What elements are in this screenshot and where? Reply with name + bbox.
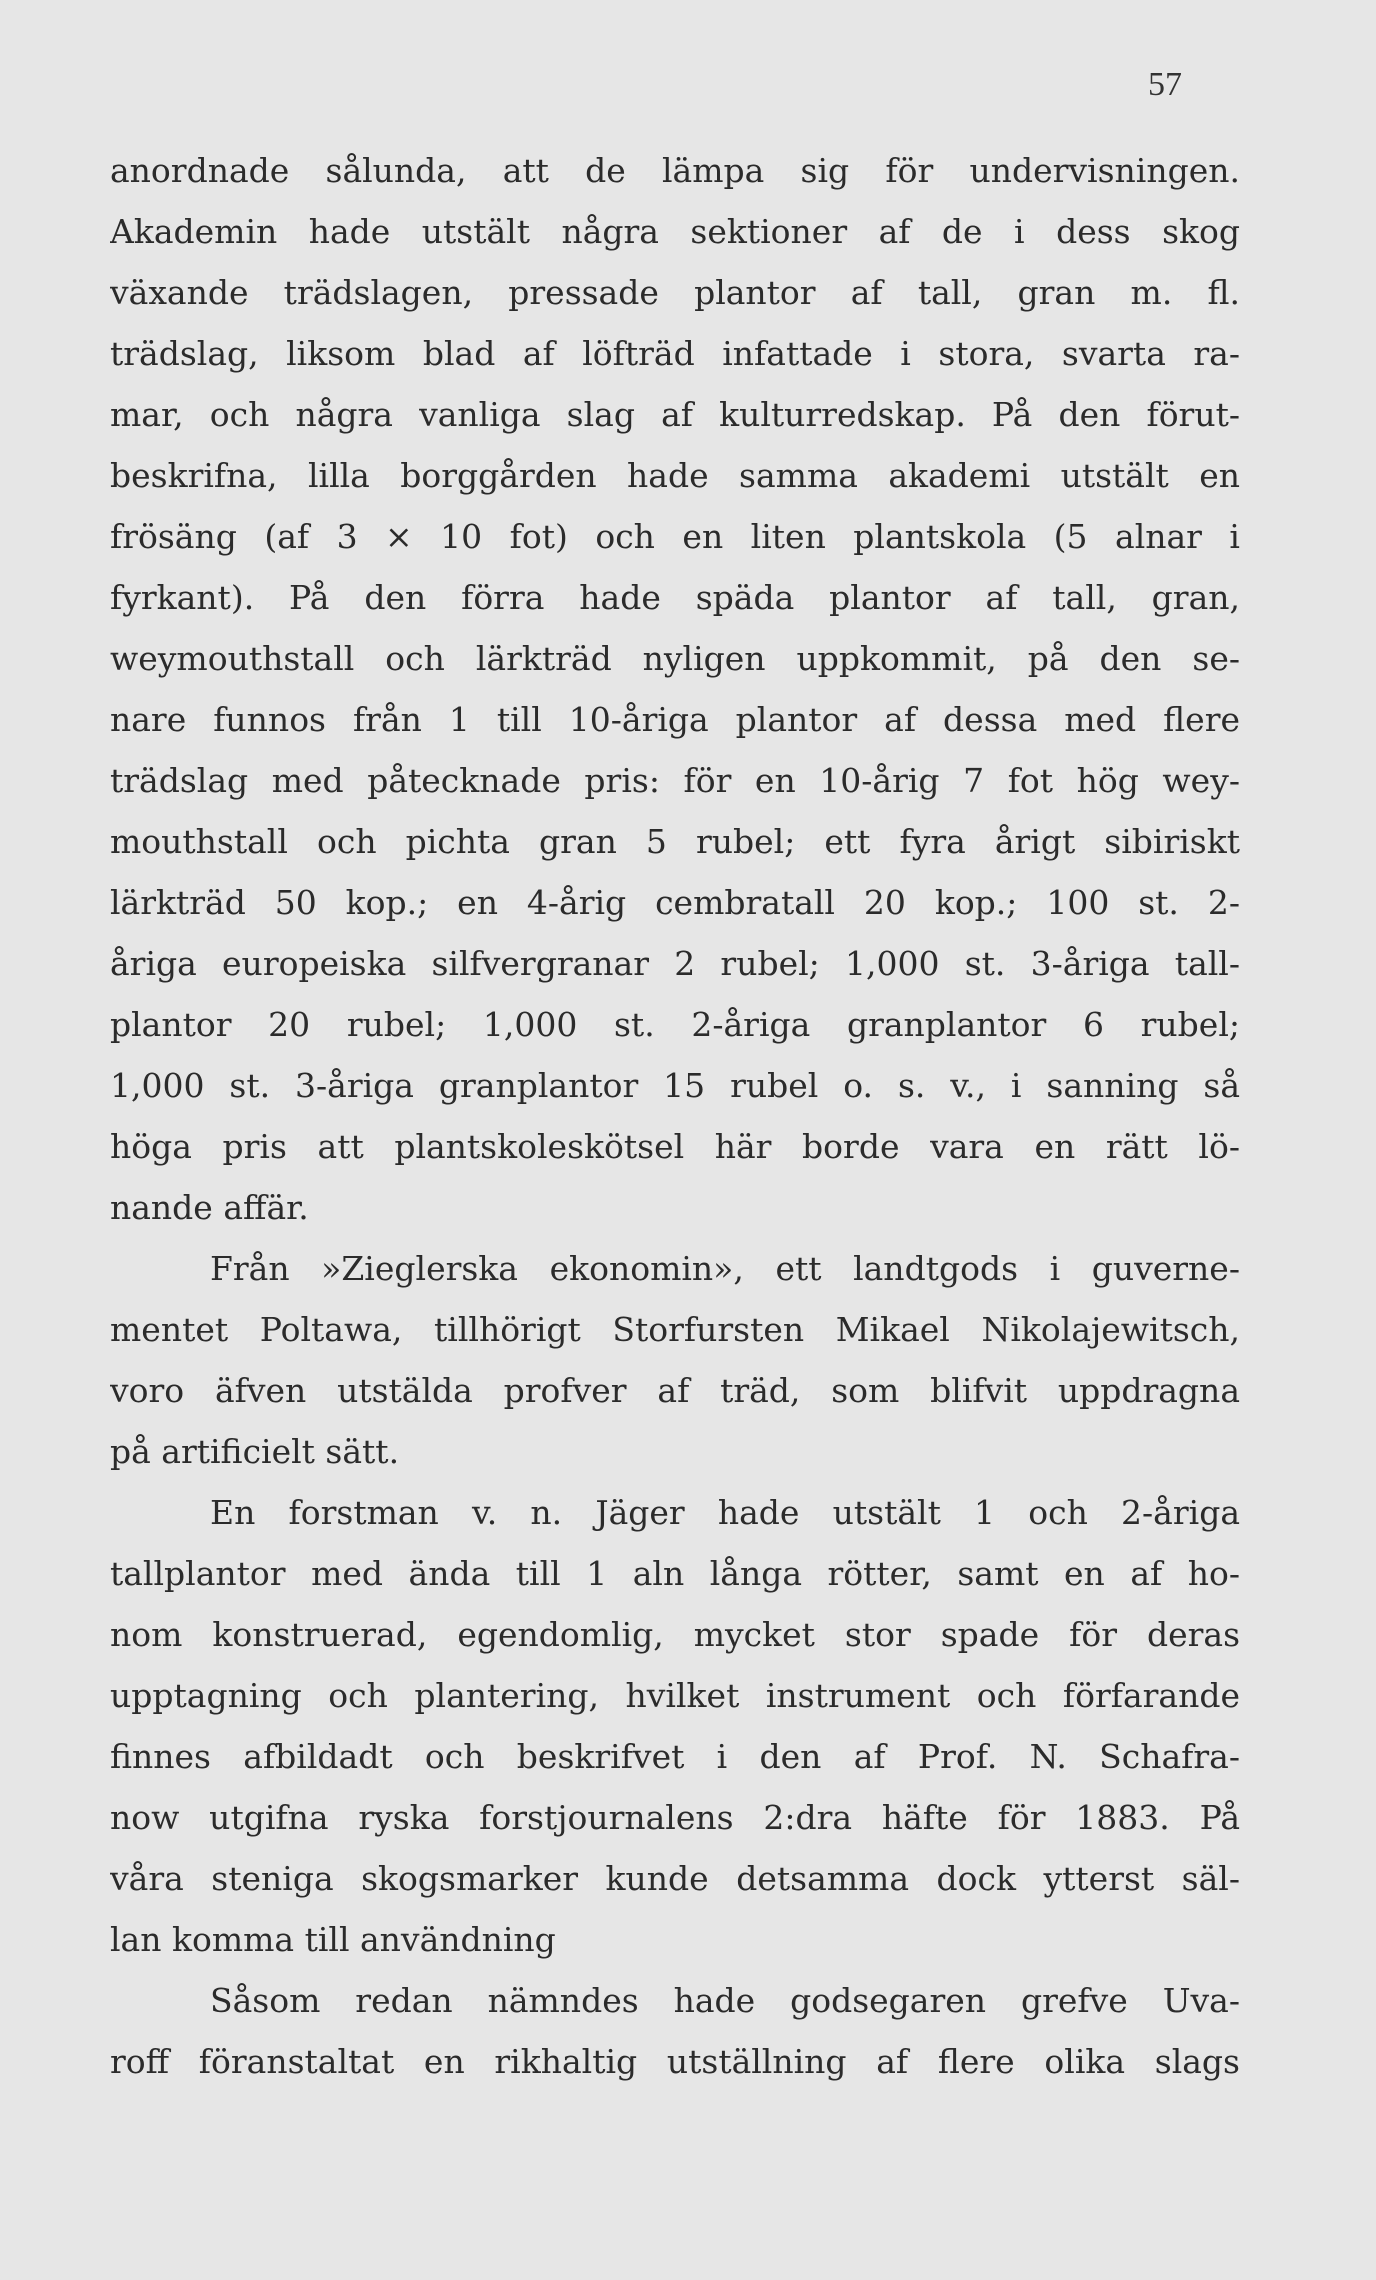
text-line: roff föranstaltat en rikhaltig utställning af flere olika slags — [110, 2042, 1240, 2081]
text-line: anordnade sålunda, att de lämpa sig för undervisningen. — [110, 151, 1240, 190]
text-line: Från »Zieglerska ekonomin», ett landtgods i guverne- — [210, 1249, 1240, 1288]
text-line: plantor 20 rubel; 1,000 st. 2-åriga granplantor 6 rubel; — [110, 1005, 1240, 1044]
text-line: mar, och några vanliga slag af kulturredskap. På den förut- — [110, 395, 1240, 434]
text-line: trädslag, liksom blad af löfträd infattade i stora, svarta ra- — [110, 334, 1240, 373]
text-line: frösäng (af 3 × 10 fot) och en liten plantskola (5 alnar i — [110, 517, 1240, 556]
text-line: beskrifna, lilla borggården hade samma akademi utstält en — [110, 456, 1240, 495]
text-line: nande affär. — [110, 1188, 309, 1227]
text-line: lärkträd 50 kop.; en 4-årig cembratall 20 kop.; 100 st. 2- — [110, 883, 1240, 922]
text-line: mentet Poltawa, tillhörigt Storfursten Mikael Nikolajewitsch, — [110, 1310, 1240, 1349]
text-line: En forstman v. n. Jäger hade utstält 1 och 2-åriga — [210, 1493, 1240, 1532]
text-line: Såsom redan nämndes hade godsegaren grefve Uva- — [210, 1981, 1240, 2020]
text-line: våra steniga skogsmarker kunde detsamma dock ytterst säl- — [110, 1859, 1240, 1898]
text-line: now utgifna ryska forstjournalens 2:dra häfte för 1883. På — [110, 1798, 1240, 1837]
text-line: 1,000 st. 3-åriga granplantor 15 rubel o. s. v., i sanning så — [110, 1066, 1240, 1105]
text-line: på artificielt sätt. — [110, 1432, 400, 1471]
text-line: finnes afbildadt och beskrifvet i den af Prof. N. Schafra- — [110, 1737, 1240, 1776]
text-line: höga pris att plantskoleskötsel här borde vara en rätt lö- — [110, 1127, 1240, 1166]
text-line: växande trädslagen, pressade plantor af tall, gran m. fl. — [110, 273, 1240, 312]
page-number: 57 — [1148, 66, 1182, 103]
body-text — [110, 140, 1240, 2092]
text-line: fyrkant). På den förra hade späda plantor af tall, gran, — [110, 578, 1240, 617]
text-line: lan komma till användning — [110, 1920, 556, 1959]
text-line: Akademin hade utstält några sektioner af de i dess skog — [110, 212, 1240, 251]
text-line: weymouthstall och lärkträd nyligen uppkommit, på den se- — [110, 639, 1240, 678]
text-line: mouthstall och pichta gran 5 rubel; ett fyra årigt sibiriskt — [110, 822, 1240, 861]
text-line: voro äfven utstälda profver af träd, som blifvit uppdragna — [110, 1371, 1240, 1410]
text-line: trädslag med påtecknade pris: för en 10-årig 7 fot hög wey- — [110, 761, 1240, 800]
text-line: nom konstruerad, egendomlig, mycket stor spade för deras — [110, 1615, 1240, 1654]
text-line: nare funnos från 1 till 10-åriga plantor af dessa med flere — [110, 700, 1240, 739]
text-line: upptagning och plantering, hvilket instrument och förfarande — [110, 1676, 1240, 1715]
text-line: åriga europeiska silfvergranar 2 rubel; 1,000 st. 3-åriga tall- — [110, 944, 1240, 983]
text-line: tallplantor med ända till 1 aln långa rötter, samt en af ho- — [110, 1554, 1240, 1593]
